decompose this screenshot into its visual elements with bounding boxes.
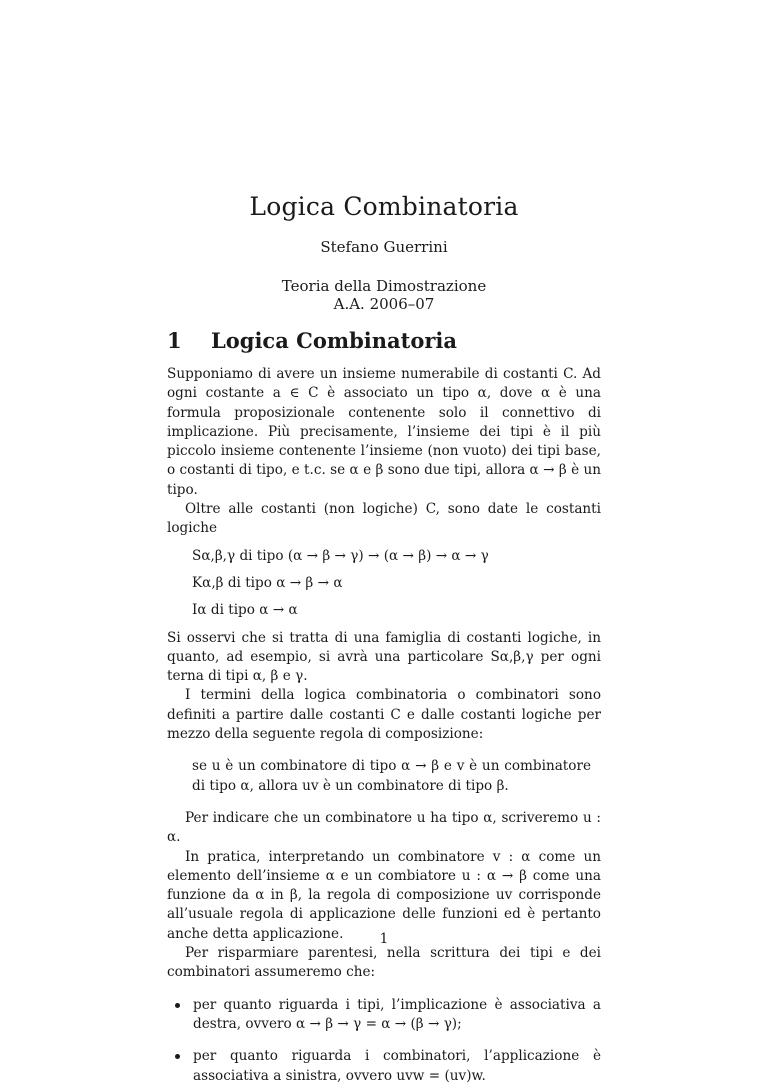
paragraph-7: Per risparmiare parentesi, nella scrittura dei tipi e dei combinatori assumeremo che: [167,945,601,981]
composition-rule: se u è un combinatore di tipo α → β e v è un combinatore di tipo α, allora uv è un combinatore di tipo β. [192,758,591,794]
paragraph-1: Supponiamo di avere un insieme numerabile di costanti C. Ad ogni costante a ∈ C è associato un tipo α, dove α è una formula proposizionale contenente solo il connettivo di implicazione. Più precisamente, l’insieme dei tipi è il più piccolo insieme contenente l’insieme (non vuoto) dei tipi base, o costanti di tipo, e t.c. se α e β sono due tipi, allora α → β è un tipo. [167,366,601,498]
author-name: Stefano Guerrini [320,238,448,256]
equation-s: Sα,β,γ di tipo (α → β → γ) → (α → β) → α → γ [192,547,489,564]
paragraph-2: Oltre alle costanti (non logiche) C, sono date le costanti logiche [167,501,601,537]
paper-title: Logica Combinatoria [249,192,519,221]
paragraph-6: In pratica, interpretando un combinatore v : α come un elemento dell’insieme α e un combiatore u : α → β come una funzione da α in β, la regola di composizione uv corrisponde all’usuale regola di applicazione delle funzioni ed è pertanto anche detta applicazione. [167,848,601,942]
page-number: 1 [379,931,389,947]
bullet-icon [175,1054,180,1059]
paragraph-5: Per indicare che un combinatore u ha tipo α, scriveremo u : α. [167,809,601,846]
assumption-list [167,996,601,1086]
academic-year: A.A. 2006–07 [333,295,435,313]
list-item: per quanto riguarda i tipi, l’implicazione è associativa a destra, ovvero α → β → γ = α → (β → γ); [167,996,601,1035]
equation-i: Iα di tipo α → α [192,602,298,619]
section-title: Logica Combinatoria [211,328,457,353]
list-item: per quanto riguarda i combinatori, l’applicazione è associativa a sinistra, ovvero uvw = (uv)w. [167,1047,601,1086]
section-number: 1 [167,328,182,353]
paragraph-3: Si osservi che si tratta di una famiglia di costanti logiche, in quanto, ad esempio, si avrà una particolare Sα,β,γ per ogni terna di tipi α, β e γ. [167,629,601,685]
course-name: Teoria della Dimostrazione [281,277,487,295]
bullet-icon [175,1003,180,1008]
equation-k: Kα,β di tipo α → β → α [192,574,343,591]
section-heading [167,328,607,353]
paragraph-4: I termini della logica combinatoria o combinatori sono definiti a partire dalle costanti C e dalle costanti logiche per mezzo della seguente regola di composizione: [167,687,601,743]
course-info [0,277,768,313]
section-body [167,365,601,1086]
